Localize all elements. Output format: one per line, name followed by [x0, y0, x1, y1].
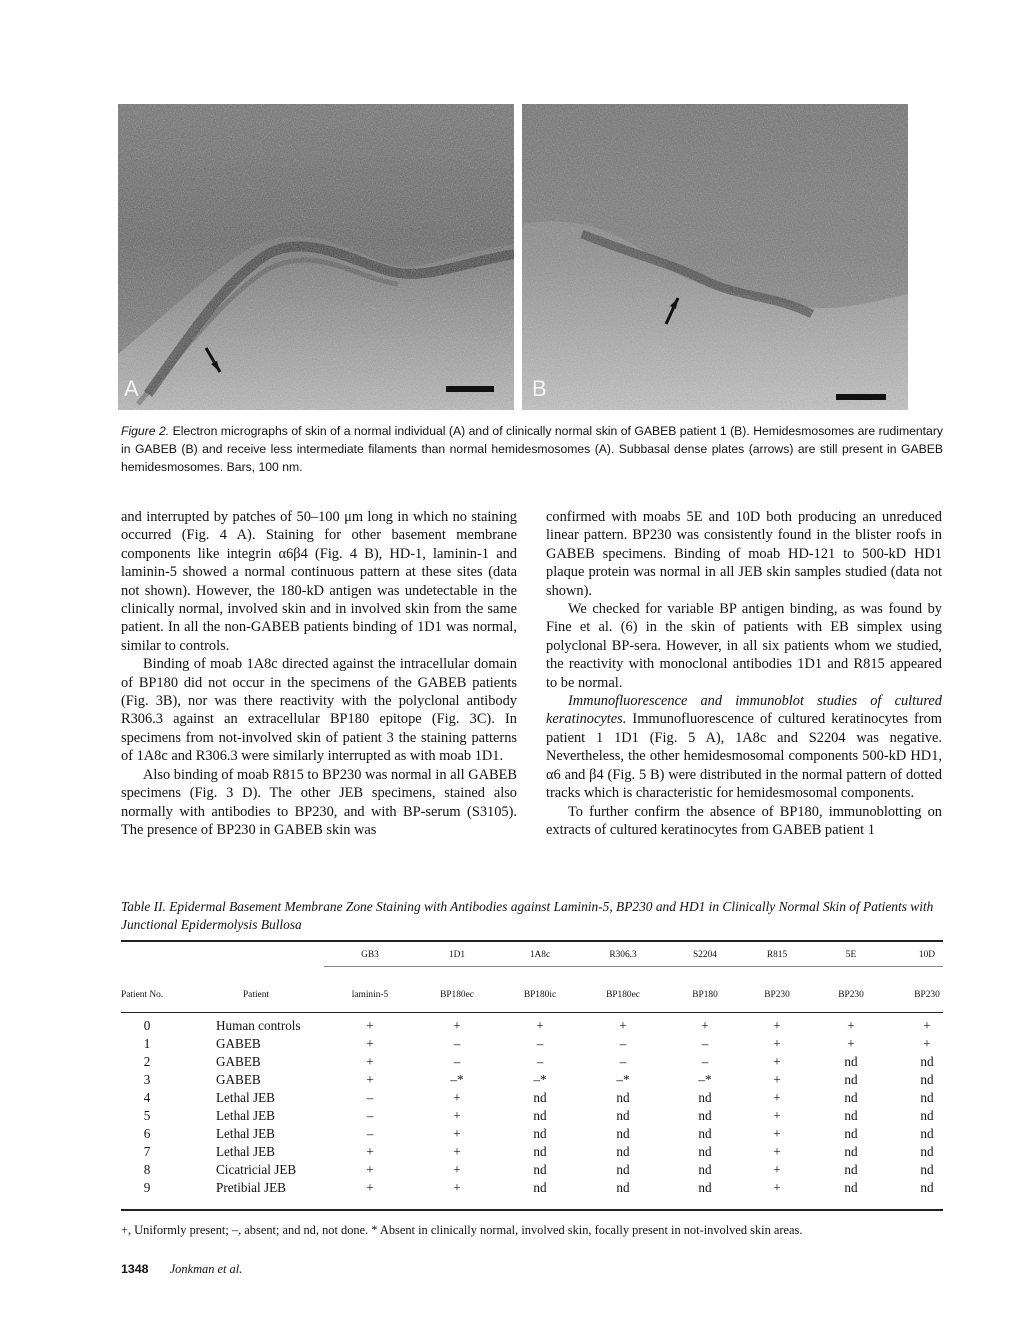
header-antigen: BP230	[838, 990, 864, 1000]
left-paragraph-1: and interrupted by patches of 50–100 μm long in which no staining occurred (Fig. 4 A). Staining for other basement membrane components like integrin α6β4 (Fig. 4 B), HD-1, laminin-1 and laminin-5 showed a normal continuous pattern at these sites (data not shown). However, the 180-kD antigen was undetectable in the clinically normal, involved skin and in involved skin from the same patient. In all the non-GABEB patients binding of 1D1 was normal, similar to controls.	[121, 509, 517, 654]
page-footer	[121, 1262, 242, 1277]
cell-patient: Lethal JEB	[216, 1144, 275, 1159]
cell-value: –	[536, 1036, 544, 1051]
cell-value: nd	[844, 1144, 858, 1159]
table-rule-bottom	[121, 1209, 943, 1211]
cell-value: +	[453, 1108, 461, 1123]
figure-caption	[121, 422, 943, 476]
header-antibody: 5E	[845, 950, 857, 960]
header-antibody: S2204	[693, 950, 717, 960]
cell-value: –*	[450, 1072, 464, 1087]
header-antigen: BP180ec	[440, 990, 474, 1000]
section-heading: Immunofluorescence and immunoblot studies of cultured keratinocytes.	[546, 693, 942, 728]
cell-value: –	[619, 1054, 627, 1069]
cell-value: nd	[920, 1054, 934, 1069]
table-footnote: +, Uniformly present; –, absent; and nd, not done. * Absent in clinically normal, involved skin, focally present in not-involved skin areas.	[121, 1223, 803, 1237]
cell-value: –	[701, 1054, 709, 1069]
cell-value: nd	[920, 1144, 934, 1159]
cell-value: +	[366, 1054, 374, 1069]
cell-value: nd	[698, 1090, 712, 1105]
cell-value: nd	[920, 1126, 934, 1141]
header-antigen: laminin-5	[351, 990, 389, 1000]
cell-value: +	[453, 1090, 461, 1105]
header-patient-no: Patient No.	[121, 990, 164, 1000]
cell-patient: Cicatricial JEB	[216, 1162, 297, 1177]
cell-value: –	[366, 1126, 374, 1141]
page-number: 1348	[121, 1262, 149, 1276]
cell-patient: GABEB	[216, 1036, 261, 1051]
cell-patient-no: 8	[143, 1162, 151, 1177]
right-paragraph-3	[546, 692, 942, 802]
cell-value: +	[773, 1126, 781, 1141]
cell-value: nd	[533, 1144, 547, 1159]
cell-value: nd	[844, 1180, 858, 1195]
cell-value: nd	[616, 1090, 630, 1105]
cell-value: +	[453, 1180, 461, 1195]
caption-lead: Figure 2.	[121, 424, 170, 438]
micrograph-panel-b	[522, 104, 908, 410]
cell-value: +	[536, 1018, 544, 1033]
cell-value: –	[366, 1090, 374, 1105]
cell-value: nd	[616, 1126, 630, 1141]
cell-value: +	[773, 1072, 781, 1087]
body-column-right	[546, 508, 942, 839]
cell-value: +	[773, 1180, 781, 1195]
cell-value: nd	[920, 1108, 934, 1123]
cell-value: nd	[844, 1072, 858, 1087]
table-subrule	[324, 966, 943, 967]
micrograph-panel-a	[118, 104, 514, 410]
cell-value: nd	[616, 1108, 630, 1123]
cell-value: nd	[844, 1090, 858, 1105]
cell-value: nd	[698, 1144, 712, 1159]
micrograph-b-image	[522, 104, 908, 410]
micrograph-a-image	[118, 104, 514, 410]
scale-bar-b	[836, 394, 886, 400]
cell-value: +	[923, 1036, 931, 1051]
cell-value: nd	[698, 1180, 712, 1195]
cell-value: +	[847, 1036, 855, 1051]
cell-value: +	[366, 1072, 374, 1087]
scale-bar-a	[446, 386, 494, 392]
cell-patient-no: 0	[143, 1018, 151, 1033]
right-paragraph-2: We checked for variable BP antigen binding, as was found by Fine et al. (6) in the skin of patients with EB simplex using polyclonal BP-sera. However, in all six patients whom we studied, the reactivity with monoclonal antibodies 1D1 and R815 appeared to be normal.	[546, 601, 942, 691]
cell-value: nd	[533, 1090, 547, 1105]
right-paragraph-4: To further confirm the absence of BP180, immunoblotting on extracts of cultured keratinocytes from GABEB patient 1	[546, 803, 942, 838]
caption-text: Electron micrographs of skin of a normal individual (A) and of clinically normal skin of GABEB patient 1 (B). Hemidesmosomes are rudimentary in GABEB (B) and receive less intermediate filaments than normal hemidesmosomes (A). Subbasal dense plates (arrows) are still present in GABEB hemidesmosomes. Bars, 100 nm.	[121, 424, 943, 474]
panel-b-label: B	[532, 376, 547, 401]
cell-patient-no: 6	[143, 1126, 151, 1141]
header-antigen: BP230	[764, 990, 790, 1000]
header-patient: Patient	[242, 990, 270, 1000]
header-antibody: R815	[766, 950, 788, 960]
table-rule-mid	[121, 1012, 943, 1013]
header-antibody: 1D1	[448, 950, 466, 960]
cell-value: nd	[844, 1162, 858, 1177]
cell-value: +	[366, 1180, 374, 1195]
cell-value: –	[453, 1054, 461, 1069]
header-antibody: GB3	[361, 950, 379, 960]
cell-value: nd	[533, 1108, 547, 1123]
cell-value: nd	[698, 1126, 712, 1141]
cell-value: +	[773, 1036, 781, 1051]
cell-value: +	[366, 1036, 374, 1051]
cell-patient: Lethal JEB	[216, 1108, 275, 1123]
cell-value: nd	[698, 1162, 712, 1177]
cell-value: nd	[844, 1108, 858, 1123]
cell-patient-no: 4	[143, 1090, 151, 1105]
cell-value: nd	[920, 1090, 934, 1105]
cell-value: –	[366, 1108, 374, 1123]
panel-a-label: A	[124, 376, 139, 401]
cell-value: nd	[698, 1108, 712, 1123]
left-paragraph-3: Also binding of moab R815 to BP230 was normal in all GABEB specimens (Fig. 3 D). The other JEB specimens, stained also normally with antibodies to BP230, and with BP-serum (S3105). The presence of BP230 in GABEB skin was	[121, 766, 517, 838]
cell-patient: GABEB	[216, 1072, 261, 1087]
cell-patient-no: 5	[143, 1108, 151, 1123]
cell-value: +	[847, 1018, 855, 1033]
cell-value: nd	[533, 1126, 547, 1141]
cell-patient-no: 3	[143, 1072, 151, 1087]
header-antigen: BP180	[692, 990, 718, 1000]
cell-value: nd	[844, 1054, 858, 1069]
header-antibody: 1A8c	[529, 950, 551, 960]
table-rule-top	[121, 940, 943, 942]
cell-value: +	[453, 1162, 461, 1177]
cell-value: nd	[844, 1126, 858, 1141]
cell-value: –	[701, 1036, 709, 1051]
right-paragraph-3-text: Immunofluorescence of cultured keratinocytes from patient 1 1D1 (Fig. 5 A), 1A8c and S2204 was negative. Nevertheless, the other hemidesmosomal components 500-kD HD1, α6 and β4 (Fig. 5 B) were distributed in the normal pattern of dotted tracks which is characteristic for hemidesmosomal components.	[546, 711, 942, 802]
cell-value: +	[453, 1144, 461, 1159]
cell-patient-no: 2	[143, 1054, 151, 1069]
cell-value: nd	[616, 1144, 630, 1159]
cell-value: nd	[616, 1162, 630, 1177]
cell-value: –*	[533, 1072, 547, 1087]
cell-value: –*	[616, 1072, 630, 1087]
cell-value: +	[453, 1018, 461, 1033]
cell-value: +	[773, 1162, 781, 1177]
cell-value: +	[366, 1018, 374, 1033]
table-title: Table II. Epidermal Basement Membrane Zone Staining with Antibodies against Laminin-5, BP230 and HD1 in Clinically Normal Skin of Patients with Junctional Epidermolysis Bullosa	[121, 899, 934, 932]
cell-patient-no: 1	[143, 1036, 151, 1051]
cell-value: +	[773, 1144, 781, 1159]
cell-value: nd	[533, 1180, 547, 1195]
cell-value: +	[773, 1108, 781, 1123]
cell-value: –	[619, 1036, 627, 1051]
cell-patient-no: 7	[143, 1144, 151, 1159]
cell-value: nd	[920, 1180, 934, 1195]
header-antigen: BP180ec	[606, 990, 640, 1000]
cell-value: +	[773, 1018, 781, 1033]
cell-value: nd	[920, 1162, 934, 1177]
cell-patient: Pretibial JEB	[216, 1180, 286, 1195]
cell-value: +	[923, 1018, 931, 1033]
cell-value: –	[536, 1054, 544, 1069]
cell-patient: Lethal JEB	[216, 1090, 275, 1105]
right-paragraph-1: confirmed with moabs 5E and 10D both producing an unreduced linear pattern. BP230 was consistently found in the blister roofs in GABEB specimens. Binding of moab HD-121 to 500-kD HD1 plaque protein was normal in all JEB skin samples studied (data not shown).	[546, 509, 942, 599]
cell-value: +	[701, 1018, 709, 1033]
cell-patient: Lethal JEB	[216, 1126, 275, 1141]
cell-patient: Human controls	[216, 1018, 301, 1033]
header-antibody: R306.3	[609, 950, 637, 960]
cell-value: –	[453, 1036, 461, 1051]
header-antibody: 10D	[918, 950, 936, 960]
cell-value: –*	[698, 1072, 712, 1087]
cell-value: nd	[616, 1180, 630, 1195]
cell-value: +	[366, 1162, 374, 1177]
cell-value: nd	[920, 1072, 934, 1087]
cell-value: +	[453, 1126, 461, 1141]
header-antigen: BP230	[914, 990, 940, 1000]
left-paragraph-2: Binding of moab 1A8c directed against the intracellular domain of BP180 did not occur in the specimens of the GABEB patients (Fig. 3B), nor was there reactivity with the polyclonal antibody R306.3 against an extracellular BP180 epitope (Fig. 3C). In specimens from not-involved skin of patient 3 the staining patterns of 1A8c and R306.3 were similarly interrupted as with moab 1D1.	[121, 656, 517, 765]
cell-value: +	[366, 1144, 374, 1159]
cell-value: +	[619, 1018, 627, 1033]
running-head: Jonkman et al.	[169, 1262, 243, 1276]
cell-patient-no: 9	[143, 1180, 151, 1195]
cell-patient: GABEB	[216, 1054, 261, 1069]
cell-value: nd	[533, 1162, 547, 1177]
header-antigen: BP180ic	[523, 990, 557, 1000]
cell-value: +	[773, 1090, 781, 1105]
body-column-left	[121, 508, 517, 839]
cell-value: +	[773, 1054, 781, 1069]
electron-micrograph-figure	[118, 104, 908, 410]
